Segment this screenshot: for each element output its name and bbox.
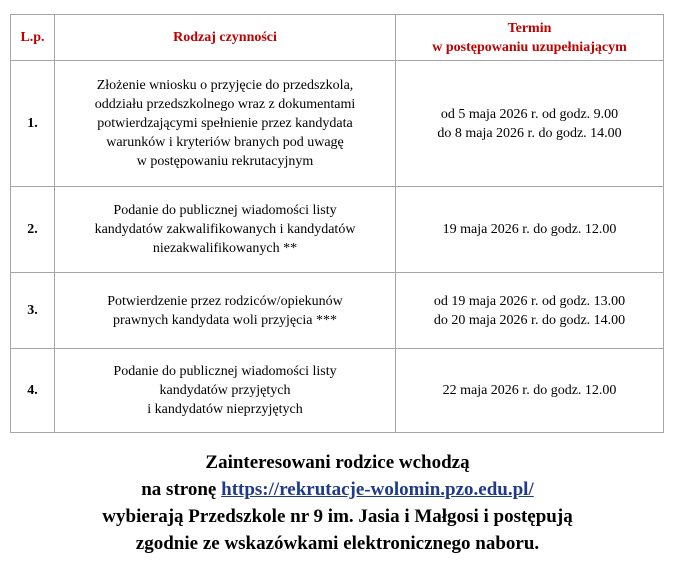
row-activity: [55, 349, 396, 433]
activity-line: warunków i kryteriów branych pod uwagę: [106, 135, 344, 150]
header-term: [396, 15, 664, 61]
row-term: [396, 273, 664, 349]
table-row: [11, 187, 664, 273]
row-term: [396, 187, 664, 273]
note-line-4: zgodnie ze wskazówkami elektronicznego naboru.: [135, 533, 540, 554]
row-number: 3.: [11, 273, 55, 349]
activity-line: w postępowaniu rekrutacyjnym: [136, 154, 314, 169]
activity-line: Złożenie wniosku o przyjęcie do przedszkola,: [96, 78, 354, 93]
row-term: [396, 349, 664, 433]
header-activity: Rodzaj czynności: [55, 15, 396, 61]
note-line-2: [0, 476, 675, 503]
row-activity: [55, 187, 396, 273]
term-line: 19 maja 2026 r. do godz. 12.00: [442, 222, 617, 237]
activity-line: potwierdzającymi spełnienie przez kandydata: [97, 116, 353, 131]
schedule-table: [10, 14, 664, 433]
term-line: do 8 maja 2026 r. do godz. 14.00: [437, 125, 622, 141]
note-line-3: wybierają Przedszkole nr 9 im. Jasia i Małgosi i postępują: [102, 506, 573, 527]
activity-line: Podanie do publicznej wiadomości listy: [113, 364, 337, 379]
instruction-note: [0, 449, 675, 557]
recruitment-link[interactable]: https://rekrutacje-wolomin.pzo.edu.pl/: [221, 479, 534, 500]
activity-line: oddziału przedszkolnego wraz z dokumentami: [94, 97, 356, 112]
header-lp: L.p.: [11, 15, 55, 61]
term-line: 22 maja 2026 r. do godz. 12.00: [442, 383, 617, 398]
activity-line: prawnych kandydata woli przyjęcia ***: [113, 312, 337, 328]
table-row: [11, 273, 664, 349]
table-row: [11, 61, 664, 187]
note-line-2-prefix: na stronę: [141, 479, 222, 500]
row-activity: [55, 273, 396, 349]
activity-line: kandydatów zakwalifikowanych i kandydatów: [94, 222, 356, 237]
row-term: [396, 61, 664, 187]
term-line: od 19 maja 2026 r. od godz. 13.00: [433, 293, 626, 309]
row-number: 4.: [11, 349, 55, 433]
term-line: do 20 maja 2026 r. do godz. 14.00: [433, 312, 626, 328]
header-term-line2: w postępowaniu uzupełniającym: [432, 39, 627, 55]
activity-line: kandydatów przyjętych: [159, 383, 291, 398]
table-row: [11, 349, 664, 433]
note-line-1: Zainteresowani rodzice wchodzą: [205, 452, 470, 473]
activity-line: Podanie do publicznej wiadomości listy: [113, 203, 337, 218]
activity-line: i kandydatów nieprzyjętych: [147, 402, 303, 417]
activity-line: niezakwalifikowanych **: [152, 241, 298, 256]
table-header-row: [11, 15, 664, 61]
row-activity: [55, 61, 396, 187]
row-number: 2.: [11, 187, 55, 273]
activity-line: Potwierdzenie przez rodziców/opiekunów: [107, 293, 343, 309]
term-line: od 5 maja 2026 r. od godz. 9.00: [440, 106, 619, 122]
header-term-line1: Termin: [507, 20, 552, 36]
row-number: 1.: [11, 61, 55, 187]
